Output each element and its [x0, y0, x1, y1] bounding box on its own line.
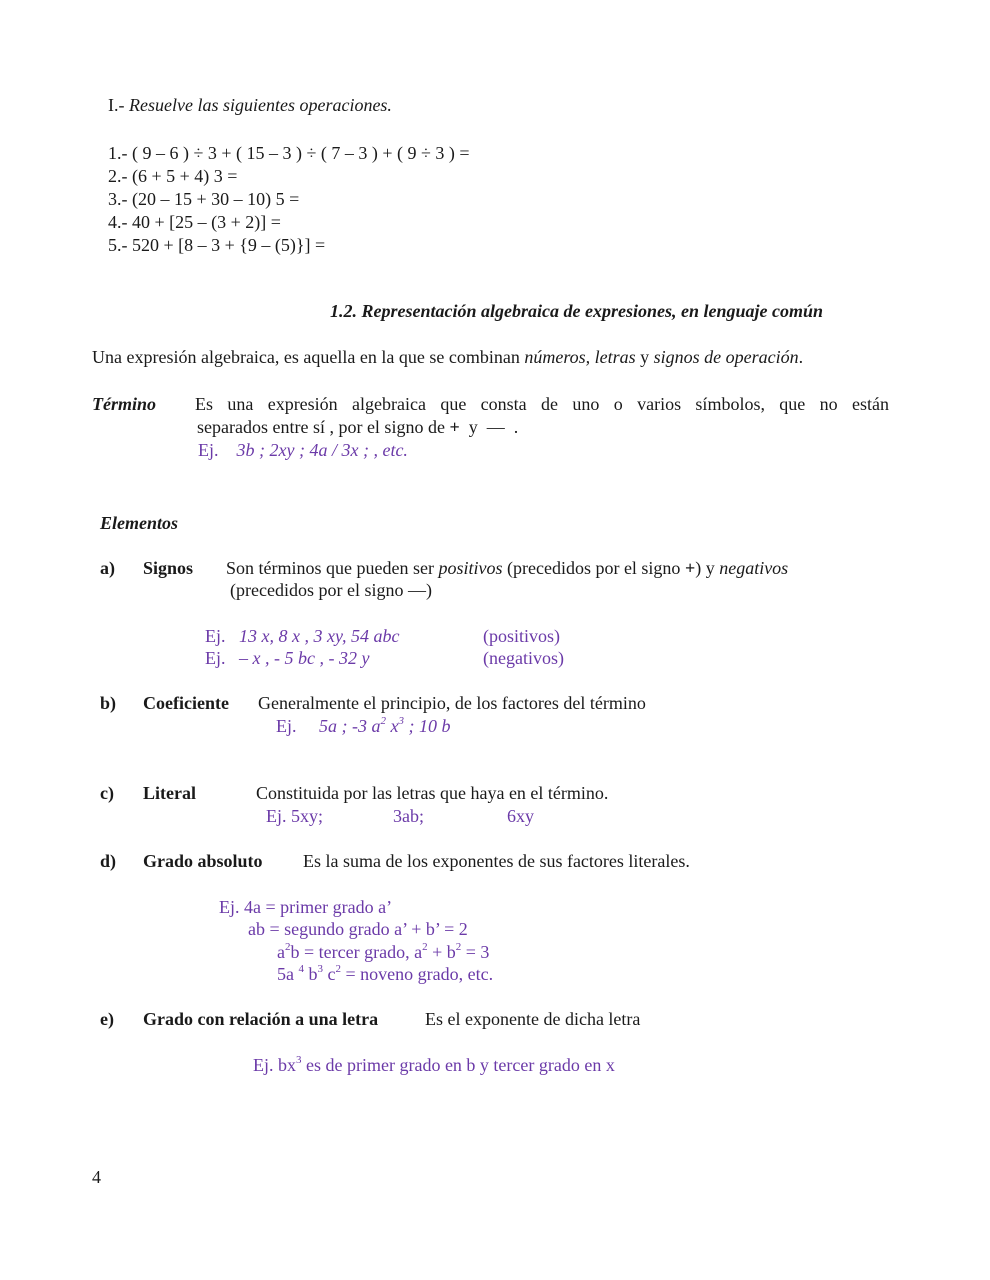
literal-example-1: Ej. 5xy; — [266, 806, 323, 826]
item-letter-c: c) — [100, 783, 114, 803]
section-heading — [108, 94, 392, 116]
grado-example-line3 — [277, 941, 489, 963]
minus-sign: — — [486, 417, 505, 437]
exercise-2: 2.- (6 + 5 + 4) 3 = — [108, 166, 238, 186]
exponent: 2 — [422, 941, 428, 953]
exercise-3: 3.- (20 – 15 + 30 – 10) 5 = — [108, 189, 300, 209]
negative-note: (negativos) — [483, 648, 564, 668]
intro-text: Una expresión algebraica, es aquella en la que se combinan — [92, 347, 525, 367]
exercise-5: 5.- 520 + [8 – 3 + {9 – (5)}] = — [108, 235, 326, 255]
exponent: 2 — [285, 941, 291, 953]
example-part: x — [386, 716, 399, 736]
signos-text-part: ) y — [695, 558, 720, 578]
signos-text — [226, 557, 788, 579]
example-prefix: Ej. — [205, 648, 226, 668]
example-part: = noveno grado, etc. — [341, 964, 494, 984]
exercise-1: 1.- ( 9 – 6 ) ÷ 3 + ( 15 – 3 ) ÷ ( 7 – 3 ) + ( 9 ÷ 3 ) = — [108, 143, 470, 163]
example-text: 3b ; 2xy ; 4a / 3x ; , etc. — [236, 440, 408, 460]
example-prefix: Ej. — [205, 626, 226, 646]
intro-emphasis: números, letras — [524, 347, 636, 367]
example-text: 13 x, 8 x , 3 xy, 54 abc — [239, 626, 400, 646]
signos-text-part: Son términos que pueden ser — [226, 558, 439, 578]
example-prefix: Ej. — [198, 440, 219, 460]
example-part: b — [304, 964, 318, 984]
item-letter-b: b) — [100, 693, 117, 713]
section-prefix: I.- — [108, 95, 125, 115]
page-number: 4 — [92, 1167, 101, 1187]
intro-text: y — [635, 347, 654, 367]
exponent: 2 — [335, 963, 341, 975]
termino-text: y — [468, 417, 478, 437]
plus-sign: + — [684, 558, 696, 578]
termino-example — [198, 439, 408, 461]
termino-line1: Es una expresión algebraica que consta de uno o varios símbolos, que no están — [195, 394, 889, 414]
intro-paragraph — [92, 346, 803, 368]
example-part: c — [323, 964, 336, 984]
example-part: b = tercer grado, a — [290, 942, 423, 962]
grado-example-line4 — [277, 963, 493, 985]
termino-label: Término — [92, 394, 157, 414]
section-title: 1.2. Representación algebraica de expresiones, en lenguaje común — [330, 301, 823, 321]
exponent: 2 — [380, 715, 386, 727]
example-part: Ej. bx — [253, 1055, 296, 1075]
signos-emphasis: negativos — [719, 558, 789, 578]
coeficiente-text: Generalmente el principio, de los factores del término — [258, 693, 646, 713]
example-part: + b — [427, 942, 456, 962]
example-text: – x , - 5 bc , - 32 y — [239, 648, 370, 668]
signos-example-negative — [205, 647, 369, 669]
grado-absoluto-label: Grado absoluto — [143, 851, 263, 871]
example-part: = 3 — [461, 942, 490, 962]
positive-note: (positivos) — [483, 626, 561, 646]
coeficiente-example — [276, 715, 451, 737]
example-part: ; 10 b — [404, 716, 451, 736]
termino-text: separados entre sí , por el signo de — [197, 417, 450, 437]
termino-line2 — [197, 416, 518, 438]
coeficiente-label: Coeficiente — [143, 693, 229, 713]
example-part: a — [277, 942, 285, 962]
plus-sign: + — [449, 417, 460, 437]
section-heading-text: Resuelve las siguientes operaciones. — [129, 95, 392, 115]
item-letter-d: d) — [100, 851, 117, 871]
exponent: 3 — [296, 1054, 302, 1066]
signos-emphasis: positivos — [438, 558, 503, 578]
literal-text: Constituida por las letras que haya en el término. — [256, 783, 609, 803]
elementos-heading: Elementos — [100, 513, 179, 533]
exercise-4: 4.- 40 + [25 – (3 + 2)] = — [108, 212, 281, 232]
grado-relacion-example — [253, 1054, 615, 1076]
exponent: 3 — [398, 715, 404, 727]
termino-text: . — [513, 417, 519, 437]
grado-relacion-label: Grado con relación a una letra — [143, 1009, 379, 1029]
signos-text-line2: (precedidos por el signo —) — [230, 580, 432, 600]
grado-example-line1: Ej. 4a = primer grado a’ — [219, 897, 393, 917]
example-part: 5a ; -3 a — [319, 716, 381, 736]
grado-relacion-text: Es el exponente de dicha letra — [425, 1009, 641, 1029]
literal-example-2: 3ab; — [393, 806, 424, 826]
item-letter-a: a) — [100, 558, 115, 578]
literal-label: Literal — [143, 783, 196, 803]
item-letter-e: e) — [100, 1009, 114, 1029]
literal-example-3: 6xy — [507, 806, 534, 826]
signos-text-part: (precedidos por el signo — [502, 558, 685, 578]
example-text — [319, 716, 451, 736]
example-part: 5a — [277, 964, 299, 984]
exponent: 2 — [455, 941, 462, 953]
signos-label: Signos — [143, 558, 194, 578]
example-prefix: Ej. — [276, 716, 297, 736]
signos-example-positive — [205, 625, 399, 647]
example-part: es de primer grado en b y tercer grado en x — [301, 1055, 615, 1075]
intro-emphasis: signos de operación — [653, 347, 799, 367]
grado-example-line2: ab = segundo grado a’ + b’ = 2 — [248, 919, 468, 939]
exponent: 3 — [317, 963, 323, 975]
intro-text: . — [798, 347, 804, 367]
exponent: 4 — [298, 963, 304, 975]
grado-absoluto-text: Es la suma de los exponentes de sus factores literales. — [303, 851, 690, 871]
